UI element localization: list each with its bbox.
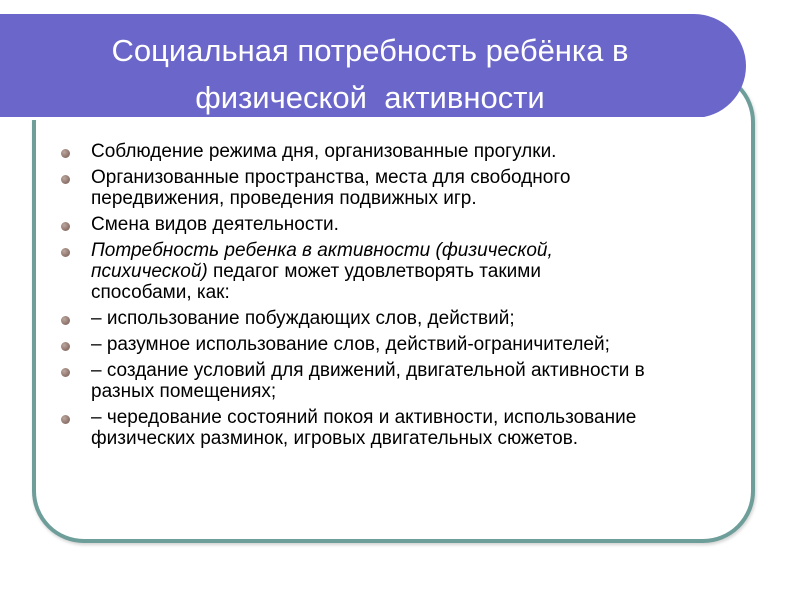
bullet-dot-icon: [61, 248, 70, 257]
bullet-item: [60, 360, 760, 402]
title-underline: [0, 117, 708, 120]
bullet-text-italic: Потребность ребенка в активности (физической,: [91, 240, 553, 261]
bullet-text: разных помещениях;: [91, 381, 277, 402]
bullet-text: физических разминок, игровых двигательных сюжетов.: [91, 428, 579, 449]
bullet-item: [60, 334, 760, 355]
bullet-dot-icon: [61, 149, 70, 158]
bullet-text: – разумное использование слов, действий-ограничителей;: [91, 334, 610, 355]
bullet-item: [60, 141, 760, 162]
bullet-text: – чередование состояний покоя и активности, использование: [91, 407, 637, 428]
bullet-item: [60, 240, 760, 303]
bullet-dot-icon: [61, 316, 70, 325]
bullet-dot-icon: [61, 415, 70, 424]
bullet-text: Организованные пространства, места для свободного: [91, 167, 571, 188]
bullet-text: – создание условий для движений, двигательной активности в: [91, 360, 645, 381]
bullet-text: Соблюдение режима дня, организованные прогулки.: [91, 141, 557, 162]
bullet-text: – использование побуждающих слов, действий;: [91, 308, 515, 329]
bullet-text-italic: психической): [91, 261, 208, 282]
slide-title-line-1: Социальная потребность ребёнка в: [111, 33, 629, 68]
bullet-list: [60, 141, 760, 454]
bullet-item: [60, 308, 760, 329]
bullet-dot-icon: [61, 368, 70, 377]
bullet-text: способами, как:: [91, 282, 230, 303]
bullet-item: [60, 407, 760, 449]
bullet-dot-icon: [61, 342, 70, 351]
bullet-text-mixed: [91, 261, 760, 282]
bullet-text: передвижения, проведения подвижных игр.: [91, 188, 477, 209]
bullet-dot-icon: [61, 222, 70, 231]
slide-title-line-2: физической активности: [195, 80, 545, 115]
bullet-dot-icon: [61, 175, 70, 184]
title-banner: [0, 14, 746, 118]
bullet-text: педагог может удовлетворять такими: [207, 261, 541, 282]
bullet-item: [60, 167, 760, 209]
bullet-text: Смена видов деятельности.: [91, 214, 339, 235]
bullet-item: [60, 214, 760, 235]
